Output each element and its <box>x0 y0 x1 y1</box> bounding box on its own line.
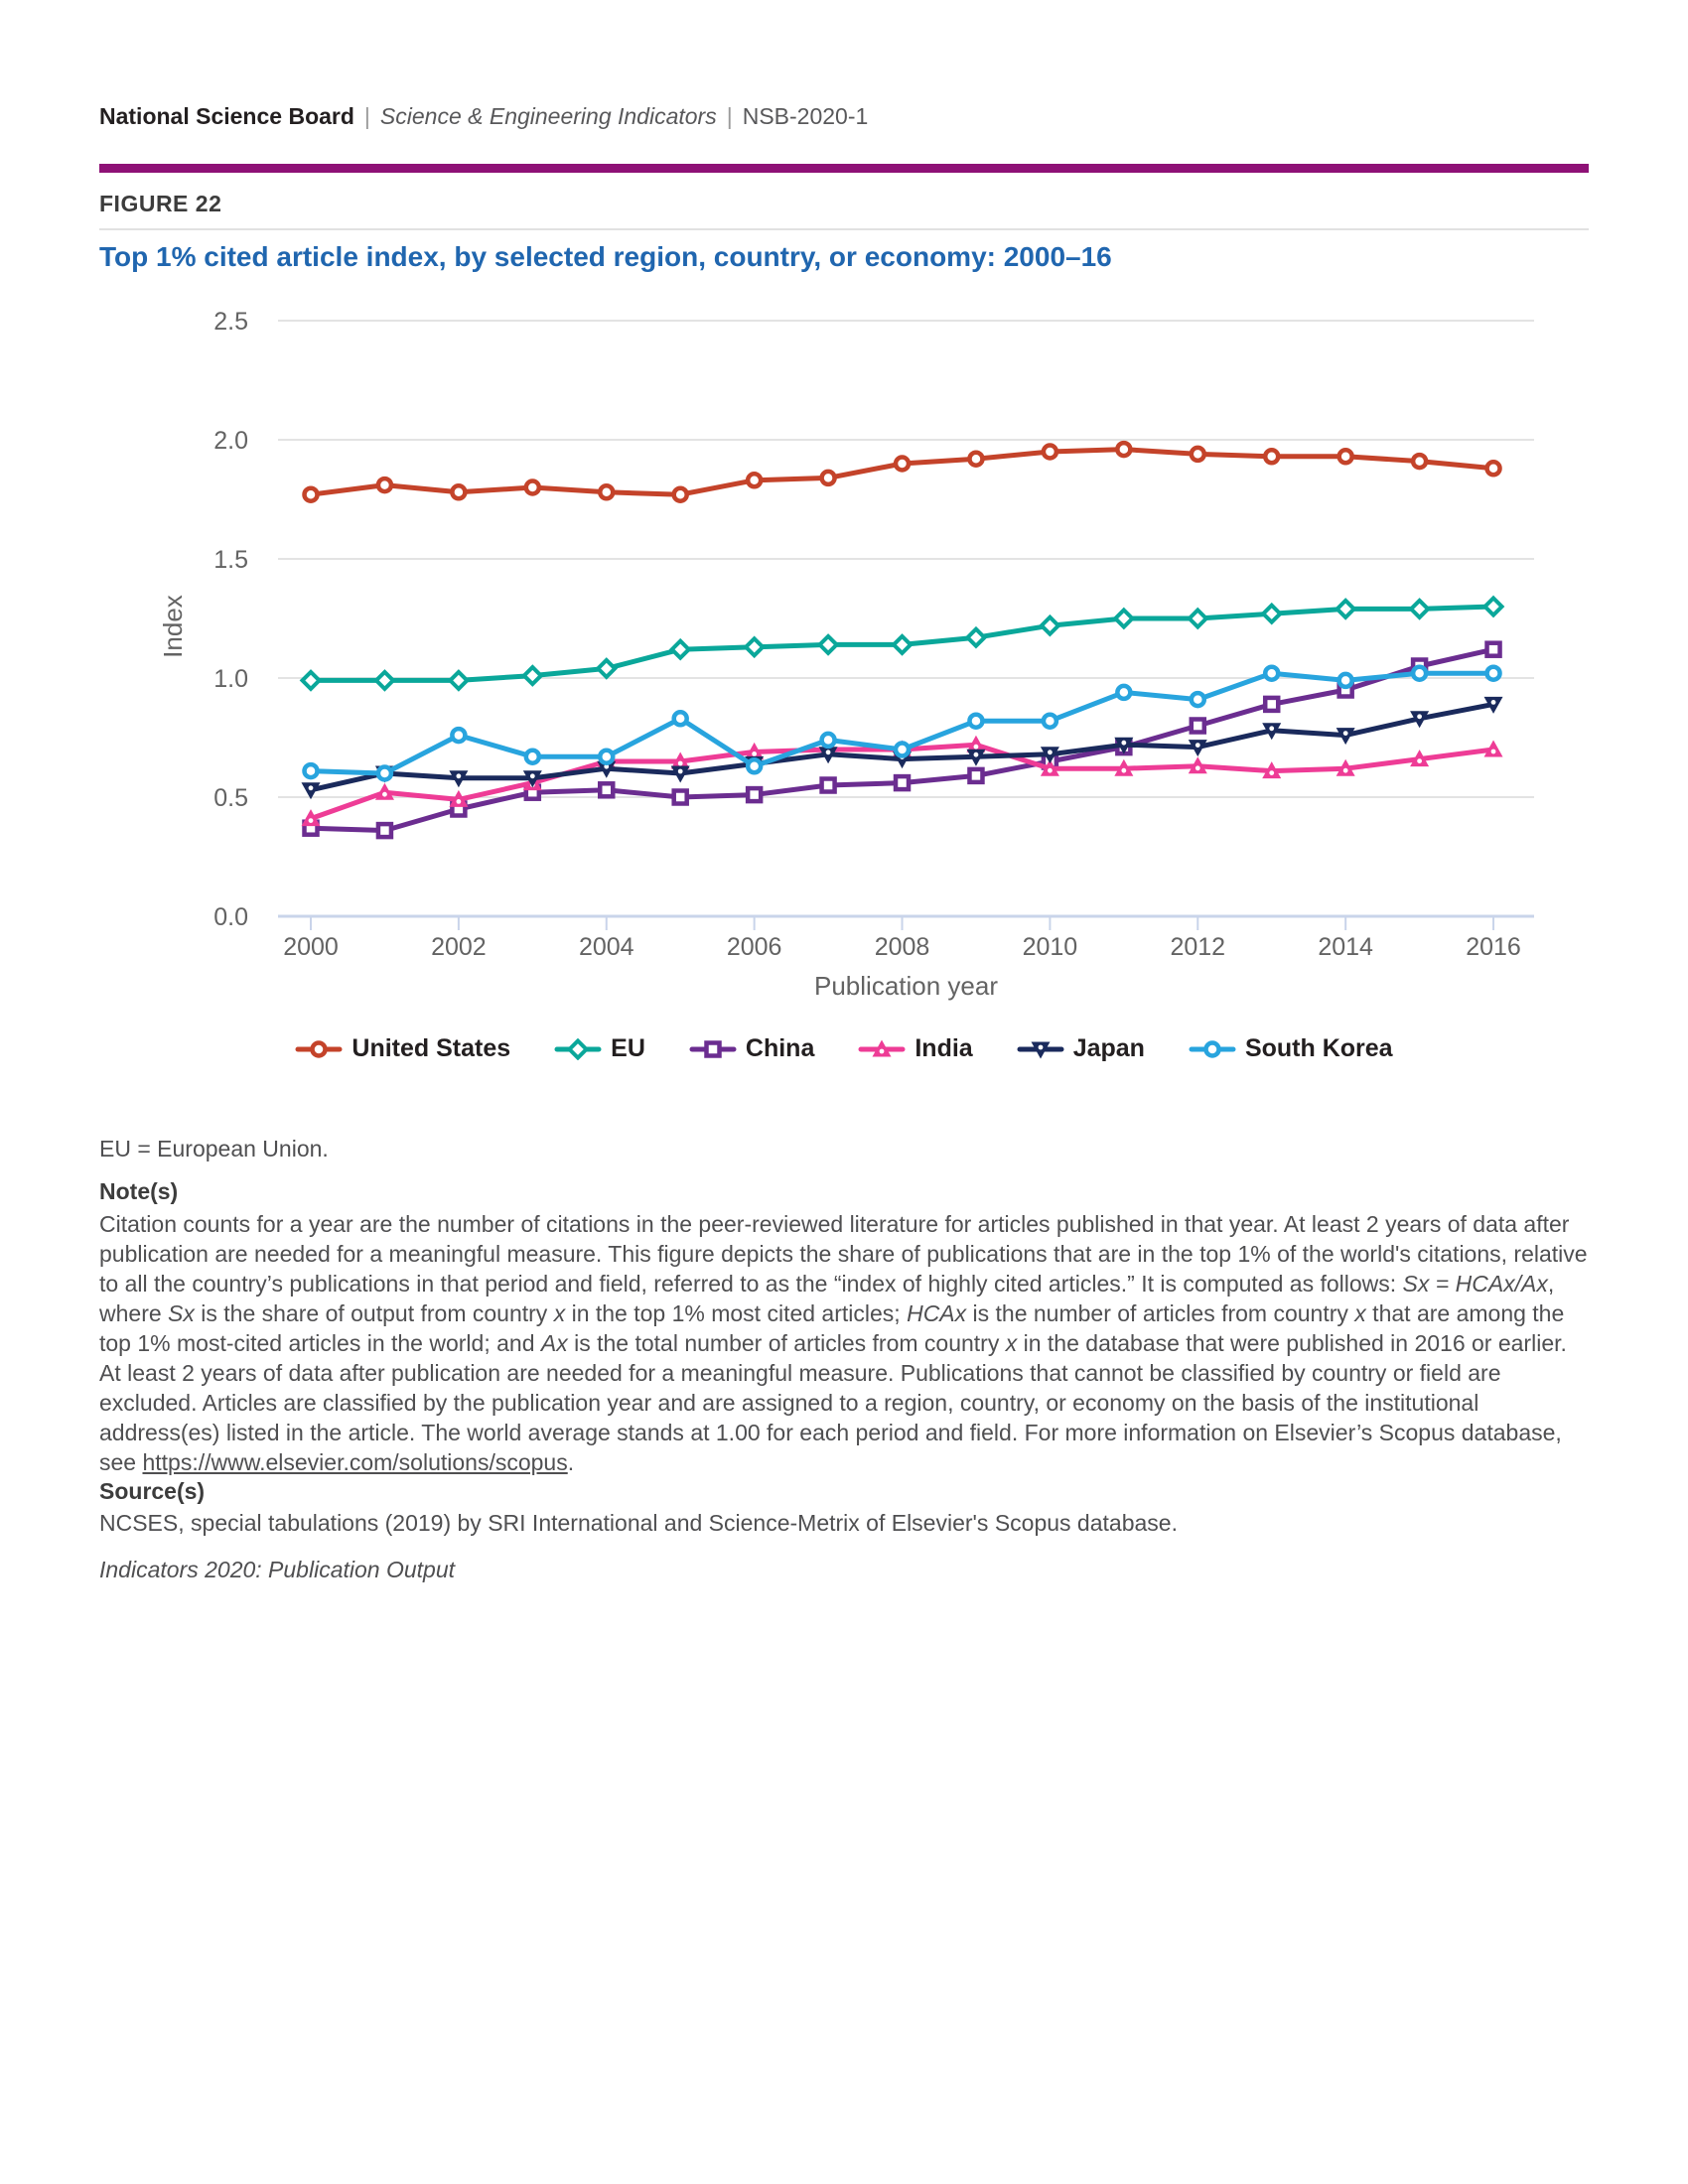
header-separator: | <box>726 103 733 129</box>
data-point-marker <box>1265 667 1278 680</box>
notes-text-segment: x <box>1005 1330 1018 1356</box>
series-eu <box>303 599 1502 689</box>
data-point-marker <box>598 660 615 677</box>
data-point-marker <box>896 776 909 789</box>
data-point-marker <box>452 485 465 498</box>
data-point-marker <box>822 734 835 747</box>
x-axis-title: Publication year <box>814 971 998 1001</box>
notes-text-segment: that are among the top 1% most-cited articles in the world; and <box>99 1300 1565 1356</box>
x-tick-label: 2008 <box>874 933 930 961</box>
series-united-states <box>305 443 1500 501</box>
data-point-marker <box>313 1042 326 1055</box>
y-tick-label: 1.0 <box>213 665 248 693</box>
data-point-marker <box>969 715 982 728</box>
notes-paragraph <box>99 1209 1589 1477</box>
legend-label: United States <box>352 1034 511 1062</box>
data-point-marker <box>1265 698 1278 711</box>
data-point-marker <box>1044 446 1056 459</box>
y-tick-label: 1.5 <box>213 546 248 574</box>
data-point-marker <box>706 1042 719 1055</box>
legend-marker-triangle-down-icon <box>1017 1038 1064 1060</box>
notes-text-segment: Sx <box>168 1300 195 1326</box>
data-point-marker <box>1263 606 1280 622</box>
legend-item-united-states <box>295 1034 510 1063</box>
legend-marker-diamond-icon <box>554 1038 602 1060</box>
legend-item-eu <box>554 1034 645 1063</box>
notes-heading: Note(s) <box>99 1178 179 1204</box>
accent-bar <box>99 164 1589 173</box>
data-point-marker <box>1042 617 1058 634</box>
report-id: NSB-2020-1 <box>742 103 869 129</box>
data-point-marker <box>1487 643 1500 656</box>
data-point-marker <box>1265 450 1278 463</box>
notes-text-segment: . <box>567 1449 575 1475</box>
source-heading: Source(s) <box>99 1478 206 1504</box>
y-tick-label: 0.0 <box>213 903 248 931</box>
x-tick-label: 2010 <box>1022 933 1078 961</box>
data-point-marker <box>894 636 911 653</box>
data-point-marker <box>524 667 541 684</box>
legend-marker-square-icon <box>689 1038 737 1060</box>
data-point-marker <box>526 481 539 494</box>
source-text: NCSES, special tabulations (2019) by SRI International and Science-Metrix of Elsevier's Scopus database. <box>99 1510 1178 1536</box>
data-point-marker <box>674 712 687 725</box>
notes-text-segment: in the top 1% most cited articles; <box>565 1300 908 1326</box>
data-point-marker <box>1487 462 1500 475</box>
legend-marker-triangle-up-icon <box>858 1038 906 1060</box>
legend-marker-circle-icon <box>1189 1038 1236 1060</box>
legend-item-south-korea <box>1189 1034 1393 1063</box>
x-tick-label: 2016 <box>1466 933 1521 961</box>
legend-label: South Korea <box>1244 1034 1393 1062</box>
notes-text-segment: Sx = HCAx/Ax <box>1402 1271 1548 1297</box>
data-point-marker <box>1044 715 1056 728</box>
y-tick-label: 0.5 <box>213 784 248 812</box>
data-point-marker <box>748 474 761 486</box>
y-tick-label: 2.0 <box>213 427 248 455</box>
data-point-marker <box>1192 448 1204 461</box>
data-point-marker <box>450 672 467 689</box>
notes-text-segment: x <box>553 1300 566 1326</box>
data-point-marker <box>378 824 391 837</box>
data-point-marker <box>896 744 909 756</box>
data-point-marker <box>1205 1042 1218 1055</box>
data-point-marker <box>820 636 837 653</box>
abbreviation-note: EU = European Union. <box>99 1136 329 1161</box>
data-point-marker <box>822 779 835 792</box>
org-name: National Science Board <box>99 103 354 129</box>
notes-text-segment: HCAx <box>907 1300 967 1326</box>
x-tick-label: 2014 <box>1318 933 1373 961</box>
data-point-marker <box>305 764 318 777</box>
data-point-marker <box>1117 686 1130 699</box>
data-point-marker <box>1413 455 1426 468</box>
data-point-marker <box>378 478 391 491</box>
chart-svg <box>99 288 1549 1018</box>
legend-item-japan <box>1017 1034 1145 1063</box>
data-point-marker <box>1413 667 1426 680</box>
legend-item-india <box>858 1034 972 1063</box>
report-header <box>99 103 868 130</box>
data-point-marker <box>1339 674 1352 687</box>
data-point-marker <box>452 729 465 742</box>
data-point-marker <box>1190 611 1206 627</box>
notes-text-segment: in the database that were published in 2016 or earlier. At least 2 years of data after publication are needed for a meaningful measure. Publications that cannot be classified by country or field are excluded. Articles are classified by the publication year and are assigned to a region, country, or economy on the basis of the institutional address(es) listed in the article. The world average stands at 1.00 for each period and field. For more information on Elsevier’s Scopus database, see <box>99 1330 1567 1475</box>
figure-label: FIGURE 22 <box>99 191 222 216</box>
legend-marker-circle-icon <box>295 1038 343 1060</box>
data-point-marker <box>1192 693 1204 706</box>
legend-label: EU <box>611 1034 645 1062</box>
legend-label: China <box>745 1034 815 1062</box>
scopus-link[interactable]: https://www.elsevier.com/solutions/scopus <box>142 1449 568 1475</box>
data-point-marker <box>376 672 393 689</box>
data-point-marker <box>600 485 613 498</box>
data-point-marker <box>674 791 687 804</box>
data-point-marker <box>600 783 613 796</box>
data-point-marker <box>378 767 391 780</box>
line-chart <box>99 288 1549 1018</box>
data-point-marker <box>1337 601 1354 617</box>
data-point-marker <box>1192 720 1204 733</box>
data-point-marker <box>896 458 909 471</box>
notes-text-segment: Citation counts for a year are the number of citations in the peer-reviewed literature for articles published in that year. At least 2 years of data after publication are needed for a meaningful measure. This figure depicts the share of publications that are in the top 1% of the world's citations, relative to all the country’s publications in that period and field, referred to as the “index of highly cited articles.” It is computed as follows: <box>99 1211 1588 1297</box>
x-tick-label: 2002 <box>431 933 487 961</box>
notes-text-segment: , where <box>99 1271 1555 1326</box>
notes-text-segment: Ax <box>540 1330 568 1356</box>
footer-report-name: Indicators 2020: Publication Output <box>99 1557 456 1582</box>
y-axis-title: Index <box>158 595 188 658</box>
data-point-marker <box>526 751 539 763</box>
data-point-marker <box>674 488 687 501</box>
data-point-marker <box>1485 599 1502 615</box>
chart-legend <box>99 1034 1589 1063</box>
data-point-marker <box>303 672 320 689</box>
legend-item-china <box>689 1034 814 1063</box>
data-point-marker <box>822 472 835 484</box>
data-point-marker <box>672 641 689 658</box>
x-tick-label: 2006 <box>726 933 782 961</box>
legend-label: Japan <box>1072 1034 1145 1062</box>
x-tick-label: 2012 <box>1170 933 1226 961</box>
legend-label: India <box>914 1034 973 1062</box>
notes-text-segment: is the number of articles from country <box>966 1300 1355 1326</box>
data-point-marker <box>570 1040 587 1057</box>
divider-line <box>99 228 1589 230</box>
data-point-marker <box>748 759 761 772</box>
data-point-marker <box>1487 667 1500 680</box>
data-point-marker <box>305 488 318 501</box>
y-tick-label: 2.5 <box>213 308 248 336</box>
data-point-marker <box>746 638 763 655</box>
figure-title: Top 1% cited article index, by selected region, country, or economy: 2000–16 <box>99 241 1112 272</box>
data-point-marker <box>1411 601 1428 617</box>
header-separator: | <box>363 103 370 129</box>
data-point-marker <box>1117 443 1130 456</box>
notes-text-segment: is the total number of articles from country <box>567 1330 1006 1356</box>
notes-text-segment: is the share of output from country <box>194 1300 554 1326</box>
data-point-marker <box>969 769 982 782</box>
data-point-marker <box>1339 450 1352 463</box>
publication-name: Science & Engineering Indicators <box>379 103 717 129</box>
notes-text-segment: x <box>1354 1300 1366 1326</box>
x-tick-label: 2004 <box>578 933 634 961</box>
data-point-marker <box>967 629 984 646</box>
data-point-marker <box>600 751 613 763</box>
data-point-marker <box>969 453 982 466</box>
x-tick-label: 2000 <box>283 933 339 961</box>
data-point-marker <box>748 788 761 801</box>
data-point-marker <box>1115 611 1132 627</box>
